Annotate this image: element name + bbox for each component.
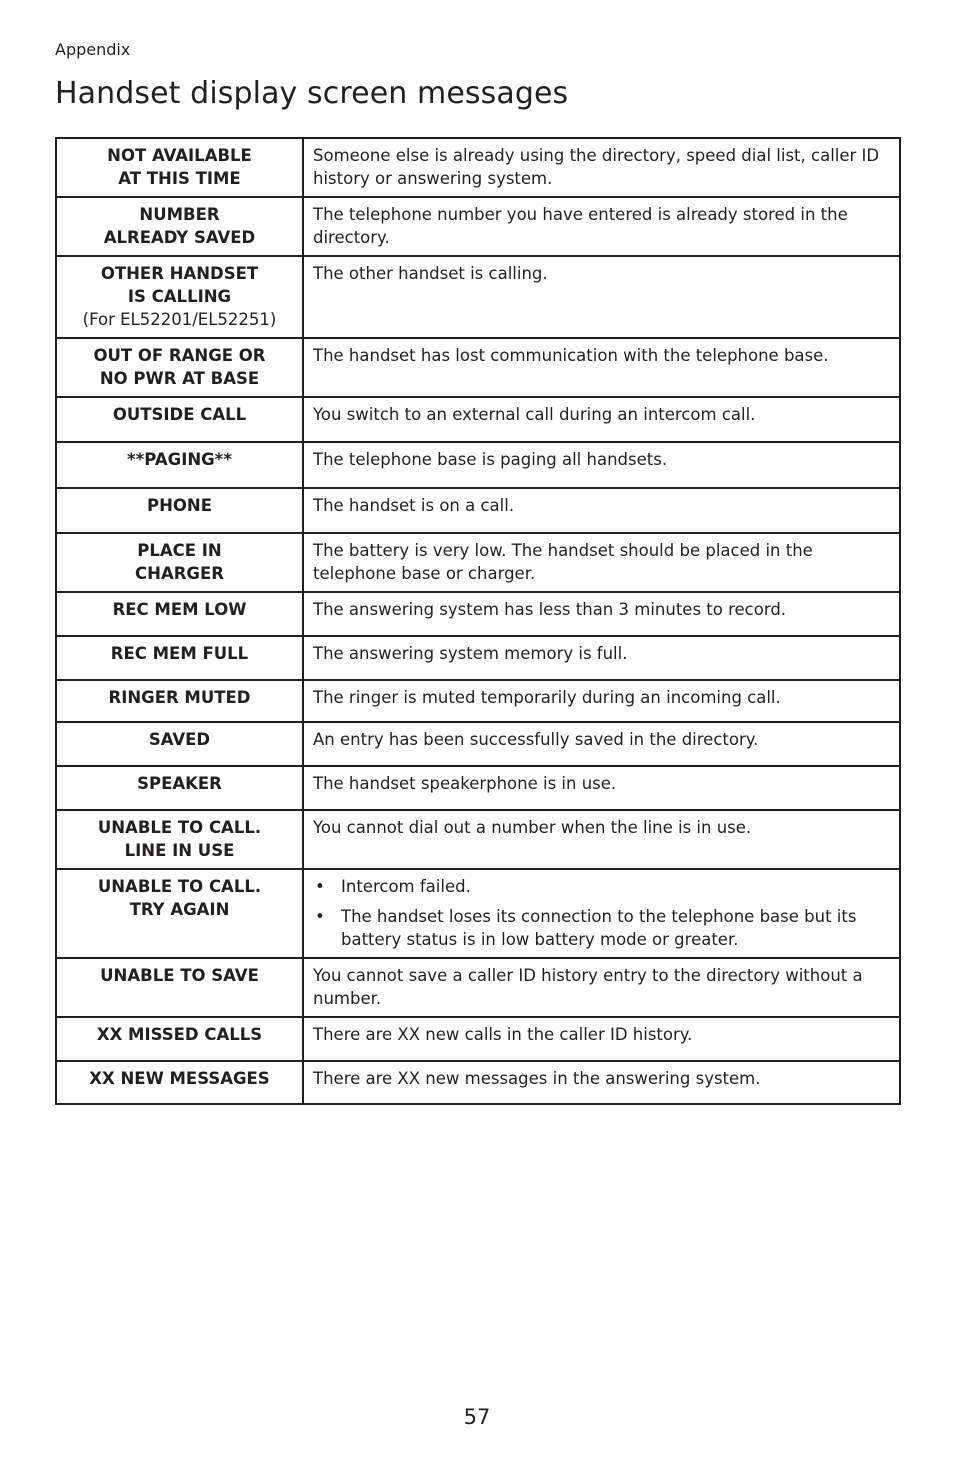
display-message-text: NO PWR AT BASE [99,369,260,388]
message-description-text: An entry has been successfully saved in the directory. [313,730,759,749]
message-description-text: There are XX new messages in the answering system. [313,1069,761,1088]
display-message-text: SAVED [148,730,211,749]
display-message-text: IS CALLING [127,287,232,306]
display-message-text: UNABLE TO CALL. [97,877,262,896]
display-message-cell [56,533,303,592]
display-message-cell [56,488,303,533]
message-description-text: The telephone base is paging all handsets. [313,450,668,469]
message-description-text: The answering system memory is full. [313,644,628,663]
message-description-cell [303,488,900,533]
message-description-cell [303,766,900,810]
message-description-cell [303,338,900,397]
table-row [56,197,900,256]
display-message-text: OUT OF RANGE OR [93,346,266,365]
message-description-cell [303,592,900,636]
display-message-text: XX MISSED CALLS [96,1025,263,1044]
display-message-text: REC MEM LOW [112,600,247,619]
table-row [56,338,900,397]
table-row [56,488,900,533]
display-message-cell [56,680,303,722]
table-row [56,722,900,766]
message-description-cell [303,138,900,197]
display-message-cell [56,338,303,397]
message-description-text: The telephone number you have entered is already stored in the directory. [313,205,848,247]
table-row [56,810,900,869]
display-message-text: LINE IN USE [124,841,235,860]
page-number: 57 [463,1405,491,1429]
message-description-text: Someone else is already using the directory, speed dial list, caller ID history or answering system. [313,146,880,188]
message-description-cell [303,869,900,958]
message-description-text: The other handset is calling. [313,264,548,283]
display-message-text: OUTSIDE CALL [112,405,247,424]
message-description-cell [303,197,900,256]
display-message-text: CHARGER [135,564,224,583]
table-row [56,442,900,488]
table-row [56,869,900,958]
display-message-text: ALREADY SAVED [103,228,256,247]
display-message-text: XX NEW MESSAGES [89,1069,270,1088]
display-message-text: UNABLE TO SAVE [100,966,259,985]
message-description-text: The handset speakerphone is in use. [313,774,617,793]
display-message-cell [56,958,303,1017]
display-message-cell [56,810,303,869]
message-description-cell [303,256,900,338]
table-row [56,1017,900,1061]
message-description-text: The battery is very low. The handset should be placed in the telephone base or charger. [313,541,813,583]
display-message-text: NOT AVAILABLE [107,146,252,165]
display-message-cell [56,1061,303,1104]
message-description-cell [303,636,900,680]
table-row [56,138,900,197]
display-message-text: UNABLE TO CALL. [97,818,262,837]
table-row [56,592,900,636]
display-message-cell [56,397,303,442]
messages-table [55,137,901,1105]
message-description-text: The answering system has less than 3 minutes to record. [313,600,787,619]
display-message-text: REC MEM FULL [110,644,249,663]
message-description-text: The handset has lost communication with the telephone base. [313,346,829,365]
table-row [56,958,900,1017]
display-message-text: TRY AGAIN [129,900,230,919]
display-message-cell [56,138,303,197]
display-message-text: PLACE IN [137,541,222,560]
display-message-cell [56,197,303,256]
description-bullet-item: • The handset loses its connection to the telephone base but its battery status is in low battery mode or greater. [313,905,889,951]
message-description-text: You cannot save a caller ID history entry to the directory without a number. [313,966,863,1008]
message-description-cell [303,810,900,869]
display-message-cell [56,592,303,636]
message-description-text: You switch to an external call during an intercom call. [313,405,756,424]
display-message-text: **PAGING** [127,450,232,469]
table-row [56,397,900,442]
display-message-cell [56,766,303,810]
message-description-cell [303,722,900,766]
message-description-text: You cannot dial out a number when the line is in use. [313,818,752,837]
display-message-text: PHONE [146,496,212,515]
display-message-text: RINGER MUTED [108,688,251,707]
table-row [56,1061,900,1104]
message-description-cell [303,958,900,1017]
message-description-text: The ringer is muted temporarily during an incoming call. [313,688,781,707]
table-row [56,256,900,338]
description-bullet-item: • Intercom failed. [313,875,889,898]
display-message-cell [56,636,303,680]
display-message-text: OTHER HANDSET [100,264,259,283]
display-message-text: NUMBER [139,205,220,224]
message-description-cell [303,442,900,488]
message-description-text: The handset is on a call. [313,496,515,515]
display-message-cell [56,256,303,338]
display-message-cell [56,1017,303,1061]
message-description-cell [303,533,900,592]
model-note: (For EL52201/EL52251) [82,310,277,329]
message-description-text: There are XX new calls in the caller ID history. [313,1025,693,1044]
display-message-cell [56,442,303,488]
message-description-cell [303,1017,900,1061]
table-row [56,636,900,680]
display-message-text: SPEAKER [137,774,222,793]
display-message-cell [56,869,303,958]
description-bullet-list [313,875,889,951]
display-message-text: AT THIS TIME [118,169,241,188]
table-row [56,766,900,810]
section-label: Appendix [55,40,131,59]
table-row [56,533,900,592]
message-description-cell [303,680,900,722]
table-row [56,680,900,722]
message-description-cell [303,1061,900,1104]
display-message-cell [56,722,303,766]
messages-table-body [56,138,900,1104]
page-title: Handset display screen messages [55,76,569,111]
message-description-cell [303,397,900,442]
